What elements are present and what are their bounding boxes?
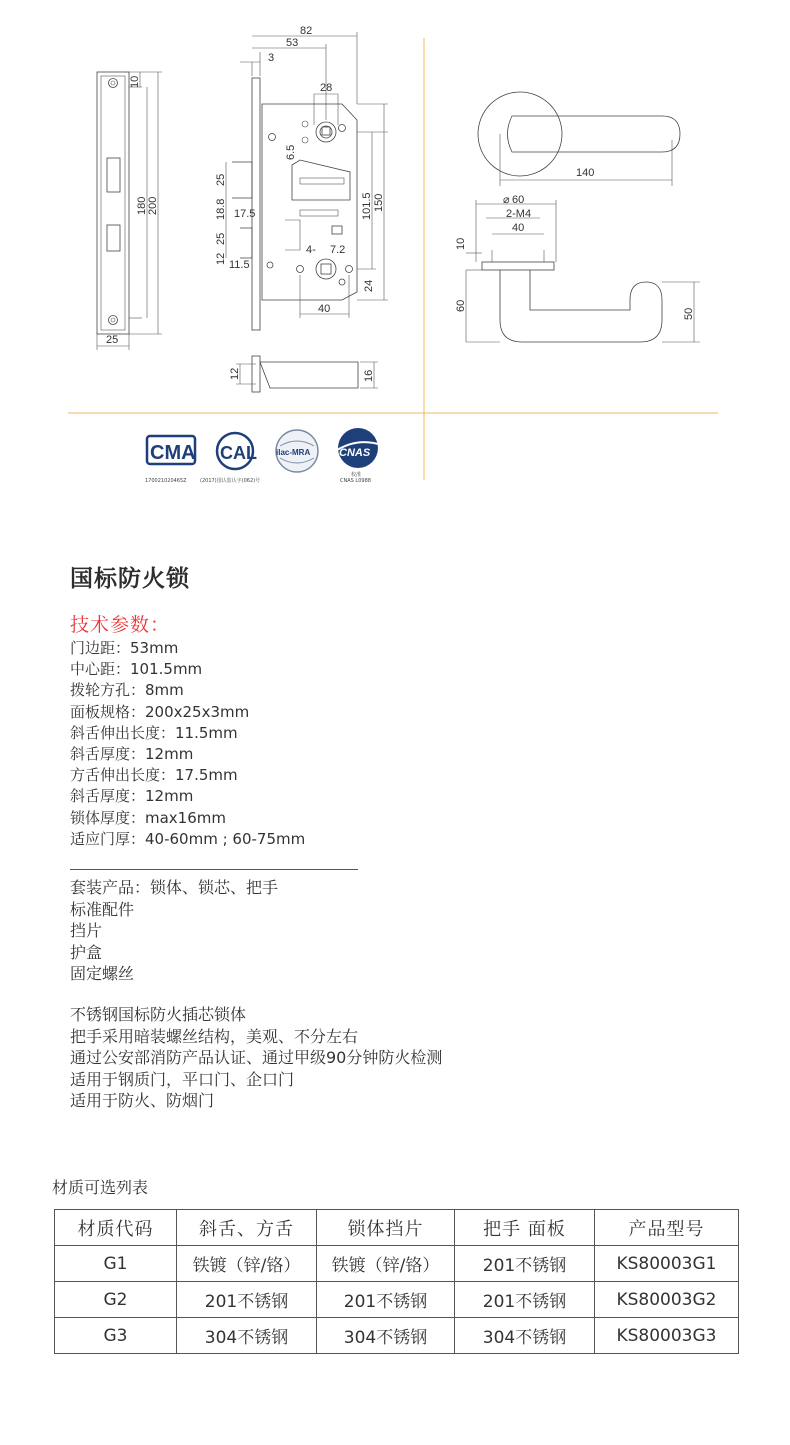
handle-dim-4: 10: [455, 237, 467, 250]
handle-dim-6: 50: [683, 307, 695, 320]
technical-drawing: [0, 0, 790, 500]
handle-dim-0: 140: [576, 167, 595, 179]
table-header-cell: 斜舌、方舌: [177, 1210, 317, 1246]
cal-logo: [200, 433, 260, 484]
table-cell: KS80003G3: [595, 1318, 739, 1354]
table-cell: KS80003G1: [595, 1246, 739, 1282]
kit-item: 护盒: [70, 942, 103, 962]
feature-item: 适用于钢质门，平口门、企口门: [70, 1069, 295, 1089]
handle-dim-3: 40: [512, 222, 525, 234]
kit-item: 固定螺丝: [70, 964, 135, 983]
svg-text:⌀: ⌀: [503, 194, 510, 206]
cnas-caption: CNAS L0988: [340, 478, 371, 484]
feature-list: [70, 1004, 442, 1112]
spec-item: 斜舌厚度：12mm: [70, 745, 194, 764]
table-row: [55, 1246, 739, 1282]
table-cell: 304不锈钢: [177, 1318, 317, 1354]
table-cell: 铁镀（锌/铬）: [177, 1246, 317, 1282]
spec-item: 面板规格：200x25x3mm: [70, 702, 250, 721]
spec-item: 斜舌厚度：12mm: [70, 787, 194, 806]
faceplate-dim-1: 180: [136, 196, 148, 215]
table-cell: 铁镀（锌/铬）: [317, 1246, 455, 1282]
lockbody-dim-7: 17.5: [234, 208, 256, 220]
material-table: [54, 1209, 739, 1354]
lockbody-dim-4: 6.5: [285, 144, 297, 160]
table-header-cell: 锁体挡片: [317, 1210, 455, 1246]
ilac-logo-text: ilac-MRA: [276, 448, 311, 457]
table-row: [55, 1282, 739, 1318]
table-cell: 304不锈钢: [455, 1318, 595, 1354]
table-cell: G1: [55, 1246, 177, 1282]
kit-list: [70, 877, 278, 985]
spec-list: [70, 638, 305, 850]
sideview-drawing: [229, 356, 378, 392]
table-header-cell: 把手 面板: [455, 1210, 595, 1246]
handle-dim-5: 60: [455, 299, 467, 312]
cal-logo-text: CAL: [220, 443, 257, 463]
lockbody-dim-16: 40: [318, 303, 331, 315]
cal-caption: (2017)国认监认字(062)号: [200, 478, 261, 484]
table-cell: 304不锈钢: [317, 1318, 455, 1354]
table-cell: G2: [55, 1282, 177, 1318]
faceplate-drawing: [97, 72, 162, 350]
lockbody-dim-12: 150: [373, 193, 385, 212]
kit-item: 挡片: [70, 921, 103, 940]
lockbody-dim-5: 25: [215, 173, 227, 186]
product-title: 国标防火锁: [70, 566, 190, 592]
material-table-title: 材质可选列表: [52, 1178, 149, 1197]
cma-logo: [145, 436, 196, 484]
table-header-row: [55, 1210, 739, 1246]
table-cell: 201不锈钢: [455, 1246, 595, 1282]
handle-dim-1: 60: [512, 194, 525, 206]
spec-item: 斜舌伸出长度：11.5mm: [70, 723, 238, 742]
table-header-cell: 产品型号: [595, 1210, 739, 1246]
faceplate-dim-2: 200: [147, 196, 159, 215]
feature-item: 不锈钢国标防火插芯锁体: [70, 1005, 247, 1024]
feature-item: 适用于防火、防烟门: [70, 1091, 215, 1110]
table-cell: G3: [55, 1318, 177, 1354]
handle-dim-2: 2-M4: [506, 208, 532, 220]
lockbody-dim-9: 12: [215, 252, 227, 265]
kit-item: 套装产品：锁体、锁芯、把手: [70, 878, 279, 897]
cnas-logo: [334, 428, 384, 484]
feature-item: 把手采用暗装螺丝结构，美观、不分左右: [70, 1026, 359, 1046]
kit-item: 标准配件: [70, 899, 135, 919]
table-cell: 201不锈钢: [177, 1282, 317, 1318]
spec-item: 方舌伸出长度：17.5mm: [70, 766, 238, 785]
lockbody-dim-15: 24: [363, 279, 375, 292]
table-cell: 201不锈钢: [317, 1282, 455, 1318]
lockbody-dim-8: 25: [215, 232, 227, 245]
lockbody-dim-0: 82: [300, 25, 313, 37]
feature-item: 通过公安部消防产品认证、通过甲级90分钟防火检测: [70, 1048, 443, 1067]
spec-item: 适应门厚：40-60mm ; 60-75mm: [70, 829, 306, 848]
lockbody-dim-1: 53: [286, 37, 299, 49]
spec-title: 技术参数：: [70, 614, 171, 636]
section-divider: [70, 869, 358, 870]
lockbody-dim-13: 4-: [306, 244, 316, 256]
lockbody-dim-2: 3: [268, 52, 275, 64]
table-header-cell: 材质代码: [55, 1210, 177, 1246]
spec-item: 门边距：53mm: [70, 639, 179, 657]
cma-caption: 170021020465Z: [145, 478, 187, 484]
handle-drawing: [455, 92, 700, 342]
table-row: [55, 1318, 739, 1354]
lockbody-dim-3: 28: [320, 82, 333, 94]
table-cell: KS80003G2: [595, 1282, 739, 1318]
lockbody-dim-10: 11.5: [229, 259, 250, 271]
cnas-logo-text: CNAS: [339, 447, 371, 459]
lockbody-dim-6: 18.8: [215, 198, 227, 220]
faceplate-dim-3: 25: [106, 334, 119, 346]
sideview-dim-1: 16: [363, 369, 375, 382]
faceplate-dim-0: 10: [129, 75, 141, 88]
sideview-dim-0: 12: [229, 367, 241, 380]
certification-logos: [145, 428, 384, 484]
cnas-sub: 校准: [351, 472, 362, 478]
cma-logo-text: CMA: [150, 442, 196, 464]
spec-item: 拨轮方孔：8mm: [70, 681, 184, 700]
lockbody-drawing: [215, 25, 388, 330]
lockbody-dim-11: 101.5: [361, 192, 373, 220]
spec-item: 中心距：101.5mm: [70, 660, 203, 679]
table-cell: 201不锈钢: [455, 1282, 595, 1318]
spec-item: 锁体厚度：max16mm: [70, 808, 226, 827]
lockbody-dim-14: 7.2: [330, 244, 346, 256]
ilac-mra-logo: [276, 430, 318, 472]
